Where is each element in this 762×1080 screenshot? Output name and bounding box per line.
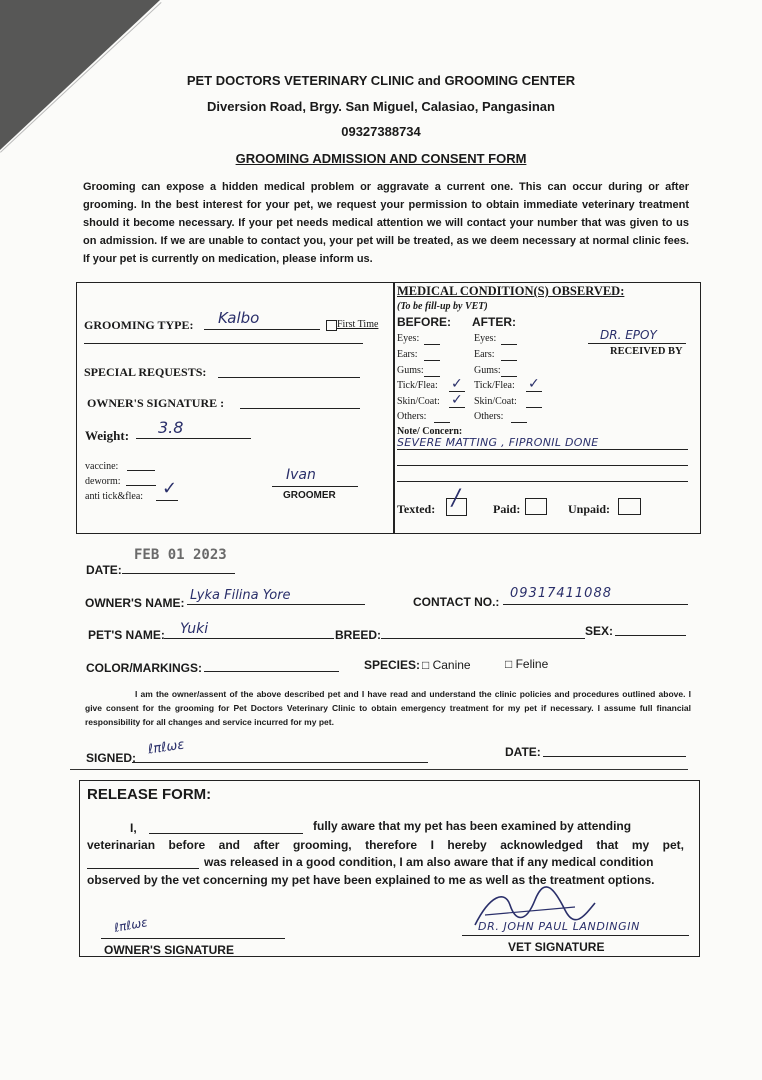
before-item-line[interactable] (424, 360, 440, 361)
before-item-label: Tick/Flea: (397, 380, 438, 391)
after-item-line[interactable] (501, 360, 517, 361)
release-line4: observed by the vet concerning my pet have been explained to me as well as the treatment options. (87, 873, 655, 887)
special-requests-line[interactable] (218, 364, 360, 378)
received-by-line (588, 343, 686, 344)
release-name-line[interactable] (149, 833, 303, 834)
date-label: DATE: (86, 563, 122, 577)
species-canine-option[interactable]: □ Canine (422, 658, 471, 672)
release-i-label: I, (130, 821, 137, 835)
release-line1: fully aware that my pet has been examined by attending (313, 819, 632, 833)
signed-label: SIGNED: (86, 751, 137, 765)
antitick-label: anti tick&flea: (85, 491, 144, 502)
before-item-line[interactable] (424, 376, 440, 377)
weight-value[interactable]: 3.8 (158, 418, 184, 437)
grooming-type-line-2 (84, 343, 363, 344)
texted-label: Texted: (397, 502, 436, 516)
before-item-label: Eyes: (397, 333, 420, 344)
sex-line[interactable] (615, 635, 686, 636)
note-line-2 (397, 465, 688, 466)
note-value[interactable]: SEVERE MATTING , FIPRONIL DONE (397, 436, 599, 449)
pet-name-value[interactable]: Yuki (180, 621, 209, 637)
release-owner-sig-line[interactable] (101, 938, 285, 939)
before-item-label: Others: (397, 411, 427, 422)
after-item-label: Tick/Flea: (474, 380, 515, 391)
paid-checkbox[interactable] (525, 498, 547, 515)
grooming-type-value[interactable]: Kalbo (218, 309, 260, 327)
section-divider (70, 769, 688, 770)
signed-date-line[interactable] (543, 756, 686, 757)
clinic-phone: 09327388734 (341, 124, 421, 139)
contact-value[interactable]: 09317411088 (510, 586, 612, 601)
owner-signature-label: OWNER'S SIGNATURE : (87, 396, 225, 410)
pet-name-line (164, 638, 334, 639)
medical-condition-title: MEDICAL CONDITION(S) OBSERVED: (397, 284, 625, 298)
contact-label: CONTACT NO.: (413, 595, 500, 609)
species-label: SPECIES: (364, 658, 421, 672)
received-by-label: RECEIVED BY (610, 346, 683, 357)
before-item-label: Ears: (397, 349, 418, 360)
received-by-name[interactable]: DR. EPOY (600, 328, 657, 342)
grooming-type-label: GROOMING TYPE: (84, 318, 194, 332)
weight-label: Weight: (85, 428, 130, 443)
weight-line (136, 424, 251, 439)
color-line[interactable] (204, 671, 339, 672)
before-item-line[interactable] (424, 344, 440, 345)
after-item-line[interactable] (501, 344, 517, 345)
after-item-check: ✓ (528, 376, 540, 392)
after-label: AFTER: (472, 315, 516, 329)
note-line-3 (397, 481, 688, 482)
release-vet-sig-line[interactable] (462, 935, 689, 936)
release-vet-sig-label: VET SIGNATURE (508, 940, 605, 954)
sex-label: SEX: (585, 624, 614, 638)
after-item-line[interactable] (511, 422, 527, 423)
breed-line[interactable] (381, 638, 585, 639)
antitick-check[interactable]: ✓ (162, 478, 178, 499)
owner-signature-line[interactable] (240, 395, 360, 409)
signed-date-label: DATE: (505, 745, 541, 759)
texted-mark: / (452, 486, 460, 511)
signed-signature: ℓπℓωε (147, 737, 186, 758)
date-line (122, 573, 235, 574)
clinic-address: Diversion Road, Brgy. San Miguel, Calasiao, Pangasinan (207, 99, 555, 114)
after-item-line[interactable] (526, 407, 542, 408)
vaccine-line[interactable] (127, 461, 155, 471)
before-label: BEFORE: (397, 315, 451, 329)
pet-name-label: PET'S NAME: (88, 628, 165, 642)
release-pet-line[interactable] (87, 868, 199, 869)
release-line2: veterinarian before and after grooming, therefore I hereby acknowledged that my pet, (87, 838, 684, 852)
owner-name-label: OWNER'S NAME: (85, 596, 185, 610)
vet-name: DR. JOHN PAUL LANDINGIN (478, 920, 640, 933)
vaccine-label: vaccine: (85, 461, 119, 472)
release-title: RELEASE FORM: (87, 786, 212, 803)
after-item-label: Others: (474, 411, 504, 422)
contact-line (503, 604, 688, 605)
after-item-line[interactable] (501, 376, 517, 377)
note-label: Note/ Concern: (397, 426, 463, 437)
unpaid-label: Unpaid: (568, 502, 611, 516)
release-owner-sig-label: OWNER'S SIGNATURE (104, 943, 234, 957)
after-item-label: Skin/Coat: (474, 396, 517, 407)
before-item-label: Skin/Coat: (397, 396, 440, 407)
first-time-checkbox[interactable] (326, 320, 337, 331)
paid-label: Paid: (493, 502, 521, 516)
deworm-label: deworm: (85, 476, 121, 487)
signed-line[interactable] (132, 762, 428, 763)
after-item-label: Gums: (474, 365, 501, 376)
note-line-1 (397, 449, 688, 450)
medical-condition-subtitle: (To be fill-up by VET) (397, 301, 488, 312)
consent-paragraph: I am the owner/assent of the above described pet and I have read and understand the clinic policies and procedures outlined above. I give consent for the grooming for Pet Doctors Veterinary Clinic to obtain emergency treatment for my pet if necessary. I assume full financial responsibility for all changes and service incurred for my pet. (85, 689, 691, 727)
first-time-label: First Time (337, 319, 379, 330)
clinic-name: PET DOCTORS VETERINARY CLINIC and GROOMING CENTER (186, 73, 576, 88)
owner-name-line (187, 604, 365, 605)
form-title: GROOMING ADMISSION AND CONSENT FORM (235, 151, 527, 166)
groomer-name[interactable]: Ivan (286, 467, 316, 483)
release-line3: was released in a good condition, I am also aware that if any medical condition (204, 855, 654, 869)
deworm-line[interactable] (126, 476, 156, 486)
special-requests-label: SPECIAL REQUESTS: (84, 365, 207, 379)
before-item-check: ✓ (451, 392, 463, 408)
groomer-label: GROOMER (283, 490, 336, 501)
unpaid-checkbox[interactable] (618, 498, 641, 515)
box-divider (393, 282, 395, 534)
breed-label: BREED: (335, 628, 382, 642)
after-item-label: Eyes: (474, 333, 497, 344)
owner-release-signature: ℓπℓωε (113, 915, 149, 935)
groomer-line (272, 486, 358, 487)
before-item-check: ✓ (451, 376, 463, 392)
intro-paragraph: Grooming can expose a hidden medical problem or aggravate a current one. This can occur during or after grooming. In the best interest for your pet, we request your permission to obtain immediate veterinary treatment should it become necessary. If your pet needs medical attention we will contact your number that was given to us on admission. If we are unable to contact you, your pet will be treated, as we deem necessary at normal clinic fees. If your pet is currently on medication, please inform us. (83, 181, 689, 265)
before-item-line[interactable] (434, 422, 450, 423)
owner-name-value[interactable]: Lyka Filina Yore (190, 588, 291, 603)
after-item-label: Ears: (474, 349, 495, 360)
before-item-label: Gums: (397, 365, 424, 376)
species-feline-option[interactable]: □ Feline (505, 657, 549, 671)
date-stamp[interactable]: FEB 01 2023 (134, 547, 227, 563)
color-label: COLOR/MARKINGS: (86, 661, 202, 675)
